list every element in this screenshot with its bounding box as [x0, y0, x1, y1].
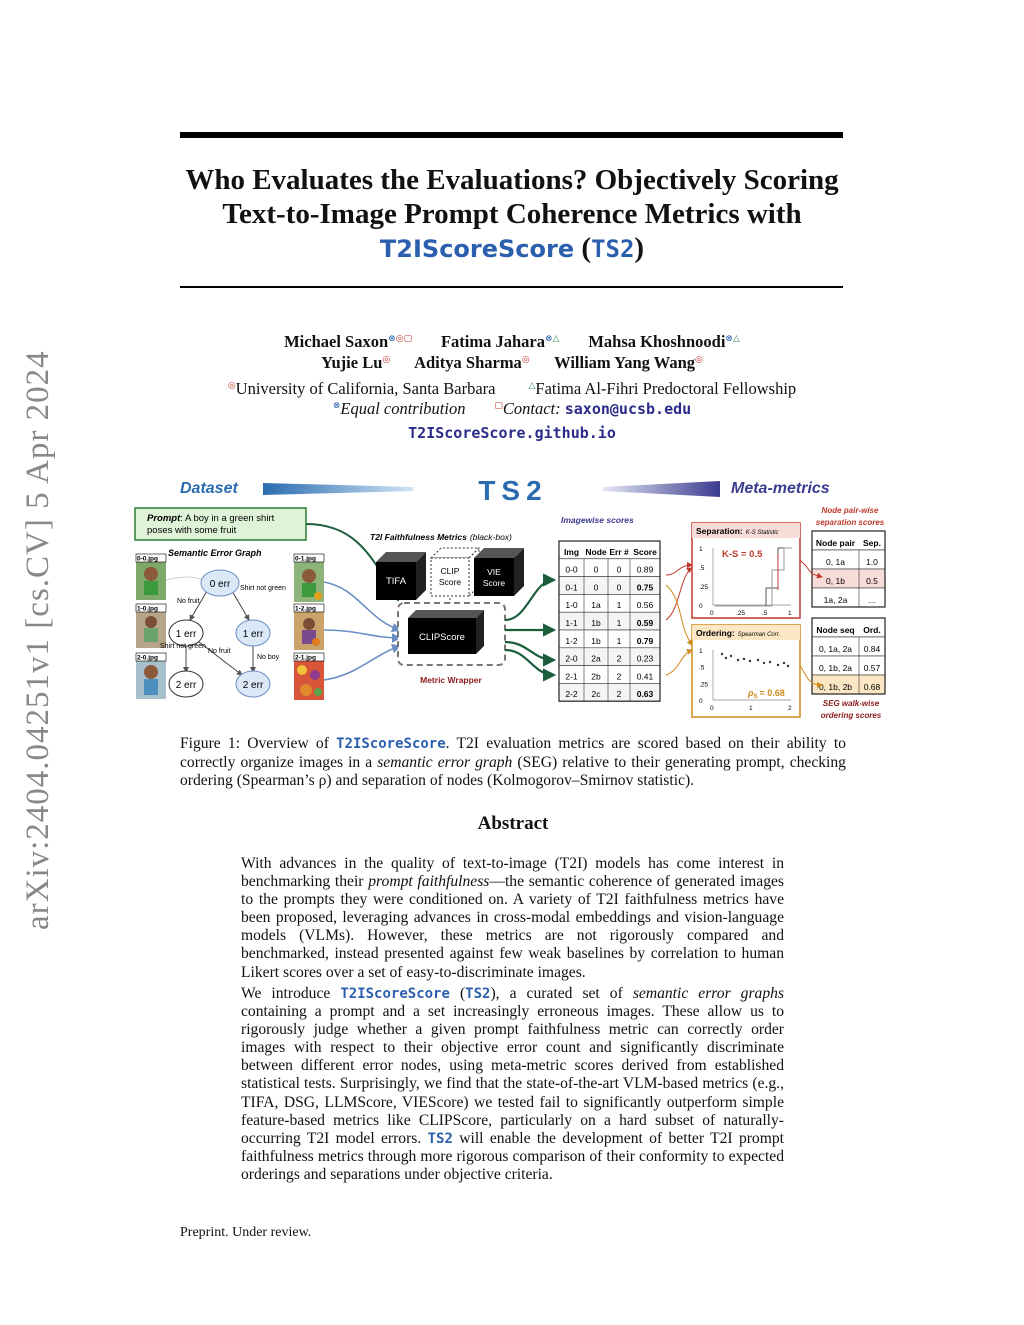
x-tick-label: .25 [736, 610, 746, 617]
table-cell: 0.63 [636, 689, 654, 700]
table-cell: 1a [591, 600, 601, 611]
notes-line: ⊗Equal contribution ▢Contact: saxon@ucsb.edu [332, 399, 692, 418]
title-line-1: Who Evaluates the Evaluations? Objectively Scoring [185, 164, 839, 196]
wrapper-cube [408, 610, 484, 654]
authors-row-1: Michael Saxon⊗◎▢ Fatima Jahara⊗△ Mahsa Khoshnoodi⊗△ [284, 332, 740, 351]
contact-label: Contact: [502, 399, 561, 418]
table-cell: 0.75 [636, 582, 654, 593]
title-line-2: Text-to-Image Prompt Coherence Metrics with [222, 198, 802, 230]
node-label: 2 err [175, 680, 197, 691]
table-cell: 2 [616, 671, 622, 682]
table-cell: 1a, 2a [823, 595, 848, 605]
imagewise-score-table [559, 541, 660, 701]
figure-caption [180, 735, 846, 791]
x-tick-label: 0 [710, 610, 714, 617]
table-cell: 0.56 [636, 600, 654, 611]
x-tick-label: 1 [788, 610, 792, 617]
scatter-point [757, 659, 759, 661]
table-cell: 0-1 [565, 582, 578, 593]
table-to-separation-arrows [666, 565, 692, 620]
footer-note: Preprint. Under review. [180, 1225, 312, 1240]
affil-fellowship: Fatima Al-Fihri Predoctoral Fellowship [535, 379, 797, 398]
caption-emphasis: semantic error graph [377, 753, 513, 771]
scatter-point [743, 658, 745, 660]
affil-ucsb: University of California, Santa Barbara [235, 379, 496, 398]
scatter-point [721, 653, 723, 655]
edge-label: Shirt not green [160, 643, 206, 650]
overview-figure [118, 470, 908, 725]
table-cell: 0, 1a [826, 557, 845, 567]
table-cell: 0.89 [636, 564, 654, 575]
y-tick-label: .25 [699, 681, 709, 689]
table-cell: 0-0 [565, 564, 578, 575]
table-cell: 1 [616, 618, 622, 628]
caption-text-2: (SEG) relative to their generating prompt, checking ordering (Spearman’s ρ) and separation of nodes (Kolmogorov–Smirnov statistic). [180, 753, 846, 790]
table-cell: 2a [591, 653, 601, 664]
image-label: 2-1.jpg [295, 654, 316, 662]
separation-title: Separation: K-S Statistic [696, 526, 779, 536]
table-cell: 2 [616, 689, 622, 700]
scatter-point [749, 660, 751, 662]
author-name: Aditya Sharma [414, 353, 522, 372]
image-label: 0-1.jpg [295, 555, 316, 563]
wrapper-metric-label: CLIPScore [419, 632, 465, 643]
table-cell: 2b [591, 671, 601, 682]
table-cell: 1 [616, 600, 622, 611]
image-label: 1-2.jpg [295, 605, 316, 613]
node-label: 2 err [242, 680, 264, 691]
metric-cube-vie [474, 548, 524, 596]
abstract-paragraph-2: We introduce T2IScoreScore (TS2), a curated set of semantic error graphs containing a prompt and a set increasingly erroneous images. These allow us to rigorously judge whether a given prompt faithfulness metric can correctly order images with respect to their objective error count and significantly discriminate between different error nodes, using meta-metric scores derived from established statistical tests. Surprisingly, we find that the state-of-the-art VLM-based metrics (e.g., TIFA, DSG, LLMScore, VIEScore) we tested fail to significantly outperform simple feature-based metrics like CLIPScore, particularly on a hard subset of naturally-occurring T2I model errors. TS2 will enable the development of better T2I prompt faithfulness metrics through more rigorous comparison of their conformity to expected orderings and separations under objective criteria. [241, 985, 784, 1183]
table-cell: 0, 1b, 2b [818, 682, 853, 692]
table-cell: 0 [616, 564, 622, 575]
node-label: 1 err [175, 629, 197, 640]
metric-label: Score [438, 577, 462, 587]
scatter-point [777, 664, 779, 666]
authors-row-2: Yujie Lu◎ Aditya Sharma◎ William Yang Wang◎ [321, 353, 703, 372]
pairwise-table [812, 531, 885, 607]
table-to-ordering-arrows [666, 585, 692, 675]
table-cell: 0.41 [636, 671, 654, 682]
title-bottom-rule [180, 286, 843, 288]
x-tick-label: 0 [710, 705, 714, 712]
table-cell: 0, 1a, 2a [818, 644, 853, 654]
walkwise-table [812, 618, 885, 694]
pairwise-label-2: separation scores [815, 518, 885, 527]
imagewise-label: Imagewise scores [561, 515, 634, 525]
y-tick-label: 0 [699, 603, 703, 610]
table-header-cell: Node [585, 546, 607, 557]
image-label: 2-0.jpg [137, 654, 158, 662]
caption-tool-name: T2IScoreScore [336, 736, 446, 752]
table-cell: 1.0 [866, 557, 878, 567]
metric-label: TIFA [385, 576, 407, 587]
table-cell: 0, 1b [826, 576, 845, 586]
dataset-gradient-bar [263, 483, 413, 495]
y-tick-label: .5 [699, 664, 705, 672]
table-header-cell: Node seq [816, 625, 855, 635]
scatter-point [763, 662, 765, 664]
metameta-label: Meta-metrics [731, 480, 830, 497]
table-cell: 0.59 [636, 618, 654, 628]
table-header-cell: Err # [609, 546, 629, 557]
table-cell: 0 [616, 582, 622, 593]
walkwise-label-2: ordering scores [820, 711, 882, 720]
table-cell: 1 [616, 635, 622, 646]
table-cell: 2-1 [565, 671, 578, 682]
caption-prefix: Figure 1: Overview of [180, 735, 337, 752]
seg-label: Semantic Error Graph [168, 548, 262, 558]
edge-label: No boy [257, 654, 280, 661]
author-name: Fatima Jahara [440, 332, 545, 351]
table-cell: ... [868, 595, 876, 605]
edge-label: Shirt not green [240, 585, 286, 592]
y-tick-label: .5 [699, 565, 705, 572]
x-tick-label: 2 [788, 705, 792, 712]
node-label: 1 err [242, 629, 264, 640]
author-name: Michael Saxon [284, 332, 389, 351]
table-cell: 0 [593, 582, 599, 593]
x-tick-label: 1 [749, 705, 753, 712]
edge-label: No fruit [208, 648, 231, 655]
abstract-heading: Abstract [477, 813, 549, 834]
table-cell: 0.68 [863, 682, 881, 692]
walkwise-label-1: SEG walk-wise [822, 699, 880, 708]
table-cell: 1-2 [565, 635, 578, 646]
image-thumbnails-right [294, 554, 324, 700]
figure-svg [118, 470, 908, 725]
metrics-title: T2I Faithfulness Metrics (black-box) [370, 532, 512, 542]
table-cell: 1-0 [565, 600, 578, 611]
author-name: Yujie Lu [321, 353, 383, 372]
paper-title [150, 163, 874, 266]
table-header-cell: Node pair [815, 538, 856, 548]
dataset-label: Dataset [180, 480, 238, 497]
table-header-cell: Sep. [863, 538, 881, 548]
table-cell: 0, 1b, 2a [818, 663, 853, 673]
edge-label: No fruit [177, 598, 200, 605]
table-header-cell: Ord. [863, 625, 881, 635]
table-cell: 2 [616, 653, 622, 664]
table-cell: 2-0 [565, 653, 578, 664]
prompt-line-2: poses with some fruit [147, 525, 237, 536]
prompt-line-1: Prompt: A boy in a green shirt [147, 513, 275, 524]
equal-contribution-note: Equal contribution [340, 399, 466, 418]
metameta-gradient-bar [603, 481, 720, 497]
title-line-3: T2IScoreScore (TS2) [379, 232, 645, 264]
table-cell: 0.79 [636, 635, 654, 646]
rho-value: $\rho_S = 0.68$ [748, 688, 785, 700]
website-line [150, 423, 874, 443]
image-label: 1-0.jpg [137, 605, 158, 613]
table-cell: 0.57 [863, 663, 881, 673]
top-rule [180, 132, 843, 138]
scatter-point [725, 657, 727, 659]
x-tick-label: .5 [762, 610, 768, 617]
metric-cube-tifa [376, 552, 426, 600]
author-name: Mahsa Khoshnoodi [588, 332, 726, 351]
arxiv-identifier: arXiv:2404.04251v1 [cs.CV] 5 Apr 2024 [20, 350, 56, 930]
table-cell: 0.23 [636, 653, 654, 664]
scatter-point [769, 661, 771, 663]
contact-email[interactable]: saxon@ucsb.edu [564, 400, 692, 418]
scatter-point [783, 662, 785, 664]
ts2-logo: TS2 [478, 475, 548, 506]
y-tick-label: .25 [699, 584, 709, 591]
title-abbr: TS2 [591, 235, 635, 263]
table-cell: 1-1 [565, 618, 578, 628]
website-link[interactable]: T2IScoreScore.github.io [408, 424, 616, 442]
affiliations: ◎University of California, Santa Barbara △Fatima Al-Fihri Predoctoral Fellowship [227, 379, 797, 398]
metric-label: VIE [487, 567, 501, 577]
table-header-cell: Img [563, 546, 580, 557]
table-cell: 1b [591, 618, 601, 628]
scatter-point [730, 655, 732, 657]
metric-label: CLIP [440, 566, 460, 576]
table-cell: 0.84 [863, 644, 881, 654]
table-cell: 2c [591, 689, 601, 700]
abstract-paragraph-1: With advances in the quality of text-to-image (T2I) models has come interest in benchmarking their prompt faithfulness—the semantic coherence of generated images to the prompts they were conditioned on. A variety of T2I faithfulness metrics have been proposed, leveraging advances in cross-modal embeddings and vision-language models (VLMs). However, these metrics are not rigorously compared and benchmarked, instead presented against few weak baselines by correlation to human Likert scores over a set of easy-to-discriminate images. [241, 855, 784, 981]
pairwise-label-1: Node pair-wise [821, 506, 879, 515]
table-cell: 1b [591, 635, 601, 646]
metric-cube-clip [431, 548, 479, 596]
scatter-point [737, 659, 739, 661]
image-thumbnails-left [136, 554, 166, 699]
table-cell: 0.5 [866, 576, 878, 586]
table-cell: 0 [593, 564, 599, 575]
image-label: 0-0.jpg [137, 555, 158, 563]
author-name: William Yang Wang [554, 353, 696, 372]
title-logo: T2IScoreScore [379, 235, 575, 263]
wrapper-label: Metric Wrapper [420, 675, 482, 685]
ordering-title: Ordering: Spearman Corr. [696, 628, 781, 638]
y-tick-label: 1 [699, 546, 703, 553]
metric-label: Score [482, 578, 506, 588]
caption-text-1: . T2I evaluation metrics are scored based on their ability to correctly organize images in a [180, 735, 846, 771]
table-cell: 2-2 [565, 689, 578, 700]
ks-value: K-S = 0.5 [722, 549, 763, 560]
scatter-point [787, 665, 789, 667]
y-tick-label: 0 [699, 698, 703, 705]
node-label: 0 err [209, 579, 231, 590]
table-header-cell: Score [633, 546, 657, 557]
y-tick-label: 1 [699, 648, 703, 655]
